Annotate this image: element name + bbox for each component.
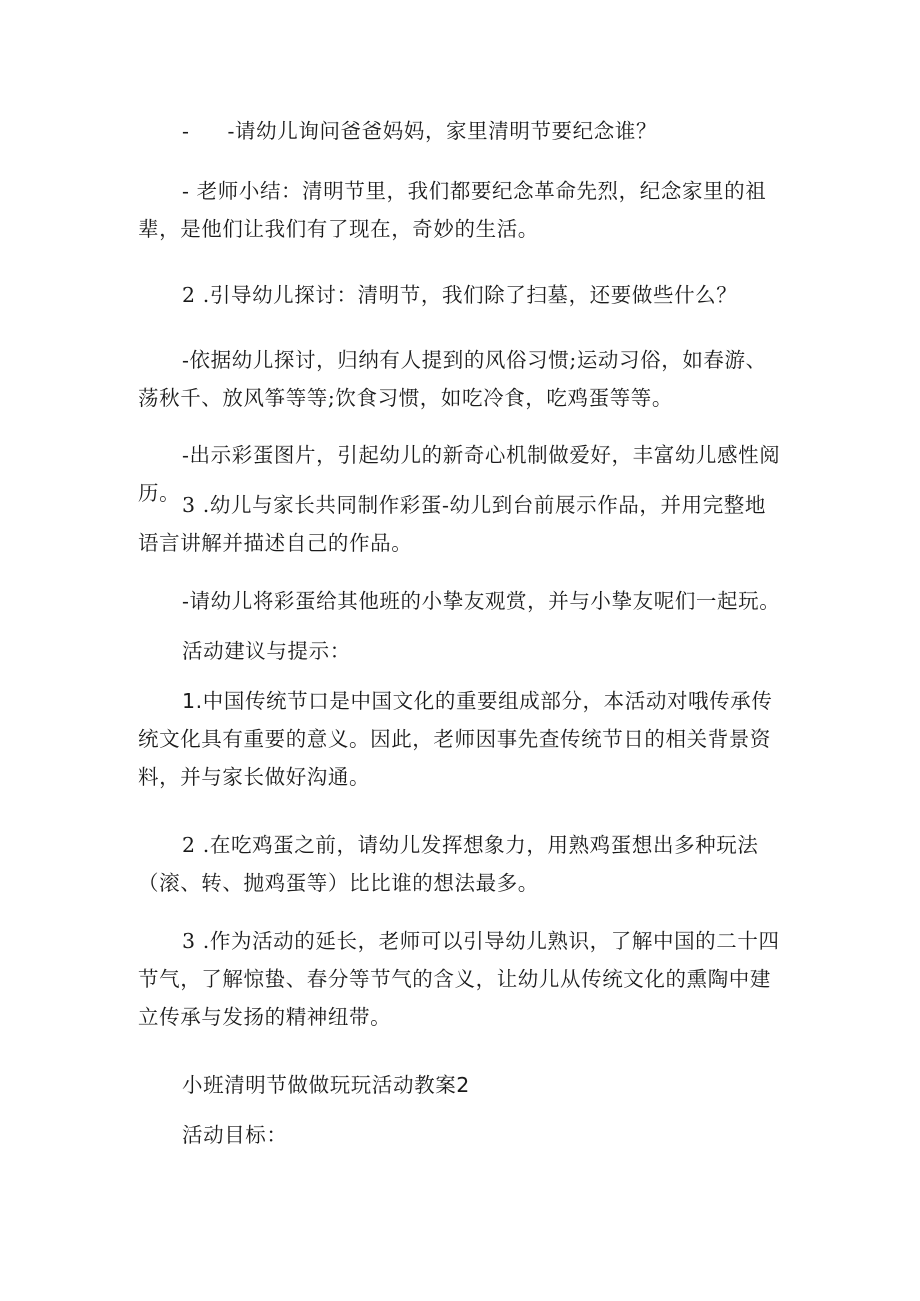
paragraph-customs-summary: -依据幼儿探讨，归纳有人提到的风俗习惯;运动习俗，如春游、荡秋千、放风筝等等;饮食习惯，如吃冷食，吃鸡蛋等等。	[138, 348, 767, 410]
paragraph-discussion-prompt: 2 .引导幼儿探讨：清明节，我们除了扫墓，还要做些什么？	[182, 283, 738, 307]
paragraph-share-eggs: -请幼儿将彩蛋给其他班的小挚友观赏，并与小挚友呢们一起玩。	[182, 589, 781, 613]
section-title-lesson-plan-2: 小班清明节做做玩玩活动教案2	[182, 1073, 470, 1097]
paragraph-make-eggs: 3 .幼儿与家长共同制作彩蛋-幼儿到台前展示作品，并用完整地语言讲解并描述自己的作品。	[138, 493, 767, 555]
section-heading-objectives: 活动目标：	[182, 1123, 288, 1147]
paragraph-ask-parents	[138, 112, 784, 150]
paragraph-teacher-summary: - 老师小结：清明节里，我们都要纪念革命先烈，纪念家里的祖辈，是他们让我们有了现在，奇妙的生活。	[138, 179, 767, 241]
paragraph-text: -请幼儿询问爸爸妈妈，家里清明节要纪念谁？	[227, 119, 658, 143]
paragraph-suggestion-2: 2 .在吃鸡蛋之前，请幼儿发挥想象力，用熟鸡蛋想出多种玩法（滚、转、抛鸡蛋等）比比谁的想法最多。	[138, 833, 759, 895]
paragraph-suggestion-1: 1.中国传统节口是中国文化的重要组成部分，本活动对哦传承传统文化具有重要的意义。因此，老师因事先查传统节日的相关背景资料，并与家长做好沟通。	[138, 689, 773, 789]
paragraph-show-egg-pictures: -出示彩蛋图片，引起幼儿的新奇心机制做爱好，丰富幼儿感性阅历。	[138, 443, 781, 505]
list-dash: -	[182, 119, 190, 143]
section-heading-suggestions: 活动建议与提示：	[182, 639, 351, 663]
paragraph-suggestion-3: 3 .作为活动的延长，老师可以引导幼儿熟识，了解中国的二十四节气，了解惊蛰、春分等节气的含义，让幼儿从传统文化的熏陶中建立传承与发扬的精神纽带。	[138, 929, 780, 1029]
